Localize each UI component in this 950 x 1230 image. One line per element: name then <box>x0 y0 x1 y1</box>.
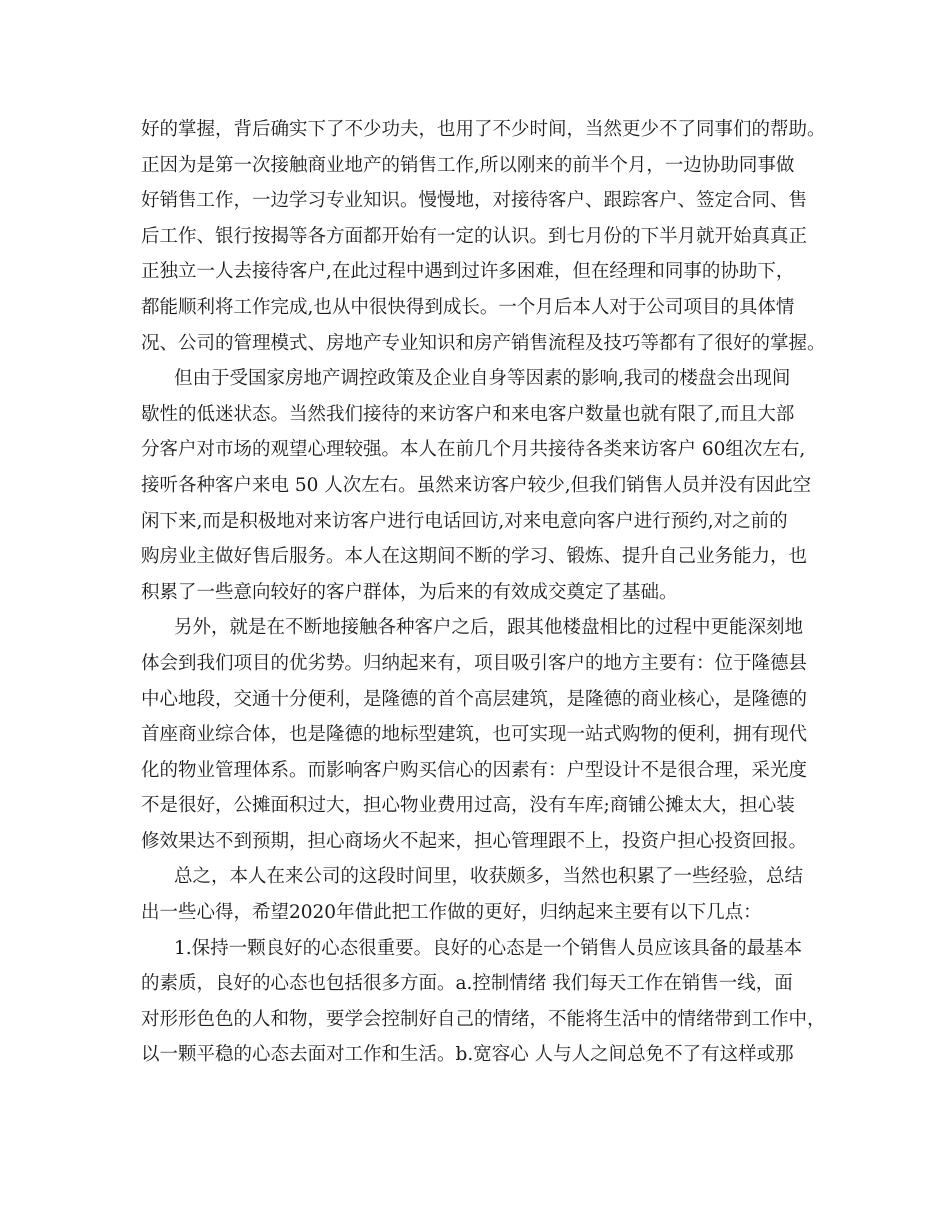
text-line: 对形形色色的人和物，要学会控制好自己的情绪，不能将生活中的情绪带到工作中， <box>141 1008 826 1030</box>
text-line: 1.保持一颗良好的心态很重要。良好的心态是一个销售人员应该具备的最基本 <box>174 937 803 959</box>
text-line: 首座商业综合体，也是隆德的地标型建筑，也可实现一站式购物的便利，拥有现代 <box>141 724 808 746</box>
text-line: 化的物业管理体系。而影响客户购买信心的因素有：户型设计不是很合理，采光度 <box>141 759 808 781</box>
text-line: 况、公司的管理模式、房地产专业知识和房产销售流程及技巧等都有了很好的掌握。 <box>141 332 826 354</box>
text-line: 后工作、银行按揭等各方面都开始有一定的认识。到七月份的下半月就开始真真正 <box>141 225 808 247</box>
text-line: 正因为是第一次接触商业地产的销售工作,所以刚来的前半个月，一边协助同事做 <box>141 154 795 176</box>
text-line: 中心地段，交通十分便利，是隆德的首个高层建筑，是隆德的商业核心，是隆德的 <box>141 688 808 710</box>
text-line: 不是很好，公摊面积过大，担心物业费用过高，没有车库;商铺公摊太大，担心装 <box>141 795 795 817</box>
text-line: 好的掌握，背后确实下了不少功夫，也用了不少时间，当然更少不了同事们的帮助。 <box>141 119 826 140</box>
text-line: 总之，本人在来公司的这段时间里，收获颇多，当然也积累了一些经验，总结 <box>174 866 804 888</box>
text-line: 出一些心得，希望2020年借此把工作做的更好，归纳起来主要有以下几点： <box>141 902 762 924</box>
document-body <box>141 112 841 1073</box>
text-line: 另外，就是在不断地接触各种客户之后，跟其他楼盘相比的过程中更能深刻地 <box>174 617 804 639</box>
text-line: 以一颗平稳的心态去面对工作和生活。b.宽容心 人与人之间总免不了有这样或那 <box>141 1044 794 1066</box>
text-line: 体会到我们项目的优劣势。归纳起来有，项目吸引客户的地方主要有：位于隆德县 <box>141 652 808 674</box>
text-line: 购房业主做好售后服务。本人在这期间不断的学习、锻炼、提升自己业务能力，也 <box>141 546 808 568</box>
text-line: 但由于受国家房地产调控政策及企业自身等因素的影响,我司的楼盘会出现间 <box>174 368 791 390</box>
text-line: 闲下来,而是积极地对来访客户进行电话回访,对来电意向客户进行预约,对之前的 <box>141 510 788 532</box>
text-line: 正独立一人去接待客户,在此过程中遇到过许多困难，但在经理和同事的协助下， <box>141 261 795 283</box>
text-line: 积累了一些意向较好的客户群体，为后来的有效成交奠定了基础。 <box>141 581 678 603</box>
text-line: 歇性的低迷状态。当然我们接待的来访客户和来电客户数量也就有限了,而且大部 <box>141 403 795 425</box>
text-line: 都能顺利将工作完成,也从中很快得到成长。一个月后本人对于公司项目的具体情 <box>141 296 795 318</box>
text-line: 修效果达不到预期，担心商场火不起来，担心管理跟不上，投资户担心投资回报。 <box>141 830 808 852</box>
text-line: 分客户对市场的观望心理较强。本人在前几个月共接待各类来访客户 60组次左右, <box>141 439 806 461</box>
text-line: 的素质，良好的心态也包括很多方面。a.控制情绪 我们每天工作在销售一线，面 <box>141 973 793 995</box>
text-line: 好销售工作，一边学习专业知识。慢慢地，对接待客户、跟踪客户、签定合同、售 <box>141 190 808 212</box>
text-line: 接听各种客户来电 50 人次左右。虽然来访客户较少,但我们销售人员并没有因此空 <box>141 474 812 496</box>
